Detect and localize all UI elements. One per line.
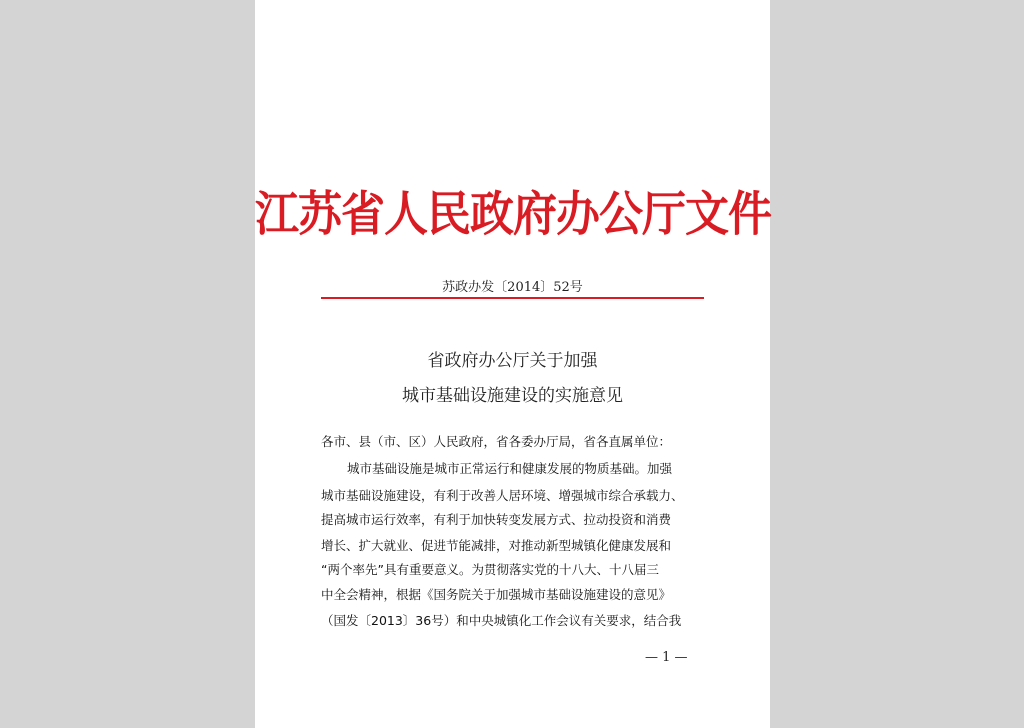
document-subject-line-1: 省政府办公厅关于加强 <box>427 351 598 371</box>
document-page <box>255 0 770 728</box>
body-line: 增长、扩大就业、促进节能减排，对推动新型城镇化健康发展和 <box>321 538 672 553</box>
body-line: “两个率先”具有重要意义。为贯彻落实党的十八大、十八届三 <box>321 562 659 577</box>
body-line: （国发〔2013〕36号）和中央城镇化工作会议有关要求，结合我 <box>321 613 682 628</box>
body-line: 城市基础设施是城市正常运行和健康发展的物质基础。加强 <box>347 461 673 476</box>
header-divider <box>321 297 704 299</box>
body-line: 中全会精神，根据《国务院关于加强城市基础设施建设的意见》 <box>321 587 672 602</box>
salutation: 各市、县（市、区）人民政府，省各委办厅局，省各直属单位： <box>321 434 672 449</box>
document-number: 苏政办发〔2014〕52号 <box>442 280 583 295</box>
body-line: 城市基础设施建设，有利于改善人居环境、增强城市综合承载力、 <box>321 488 684 503</box>
body-line: 提高城市运行效率，有利于加快转变发展方式、拉动投资和消费 <box>321 512 672 527</box>
document-header-title: 江苏省人民政府办公厅文件 <box>255 187 771 243</box>
document-subject-line-2: 城市基础设施建设的实施意见 <box>402 386 623 406</box>
page-number: — 1 — <box>645 650 688 665</box>
